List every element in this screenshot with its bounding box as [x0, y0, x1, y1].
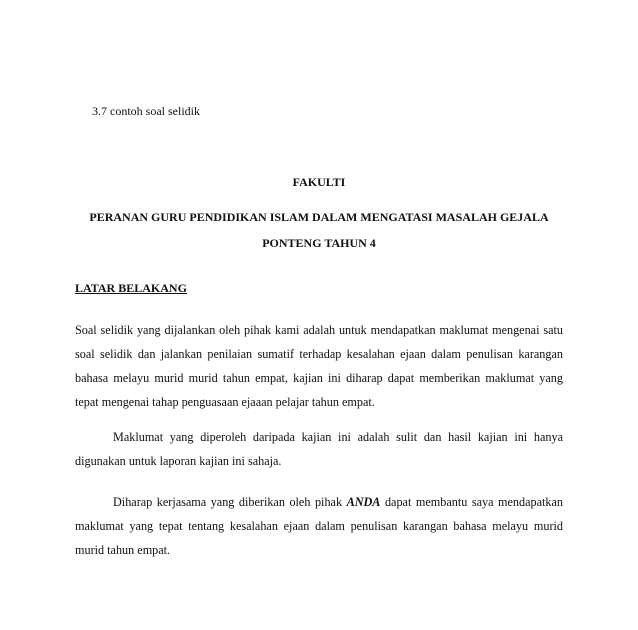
- paragraph-3-line: murid tahun empat.: [75, 543, 171, 557]
- title-line-1: PERANAN GURU PENDIDIKAN ISLAM DALAM MENGATASI MASALAH GEJALA: [89, 210, 549, 224]
- title-line-2: PONTENG TAHUN 4: [262, 236, 376, 250]
- section-label: 3.7 contoh soal selidik: [92, 104, 200, 118]
- faculty-heading: FAKULTI: [292, 175, 346, 189]
- anda-emphasis: ANDA: [346, 495, 381, 509]
- latar-belakang-heading: LATAR BELAKANG: [75, 281, 187, 295]
- paragraph-1-line: bahasa melayu murid murid tahun empat, kajian ini diharap dapat memberikan maklumat yang: [75, 371, 563, 385]
- paragraph-2-line: digunakan untuk laporan kajian ini sahaja.: [75, 454, 282, 468]
- paragraph-1-line: Soal selidik yang dijalankan oleh pihak kami adalah untuk mendapatkan maklumat mengenai satu: [75, 323, 563, 337]
- paragraph-3-text: dapat membantu saya mendapatkan: [380, 495, 563, 509]
- paragraph-2-line: Maklumat yang diperoleh daripada kajian ini adalah sulit dan hasil kajian ini hanya: [113, 430, 563, 444]
- paragraph-3-line: maklumat yang tepat tentang kesalahan ejaan dalam penulisan karangan bahasa melayu murid: [75, 519, 563, 533]
- paragraph-1-line: soal selidik dan jalankan penilaian sumatif terhadap kesalahan ejaan dalam penulisan karangan: [75, 347, 563, 361]
- paragraph-1: [75, 318, 563, 414]
- paragraph-3: [75, 490, 563, 562]
- paragraph-3-line: [75, 490, 563, 514]
- paragraph-2: [75, 425, 563, 473]
- paragraph-3-text: Diharap kerjasama yang diberikan oleh pihak: [113, 495, 347, 509]
- paragraph-1-line: tepat mengenai tahap penguasaan ejaaan pelajar tahun empat.: [75, 395, 375, 409]
